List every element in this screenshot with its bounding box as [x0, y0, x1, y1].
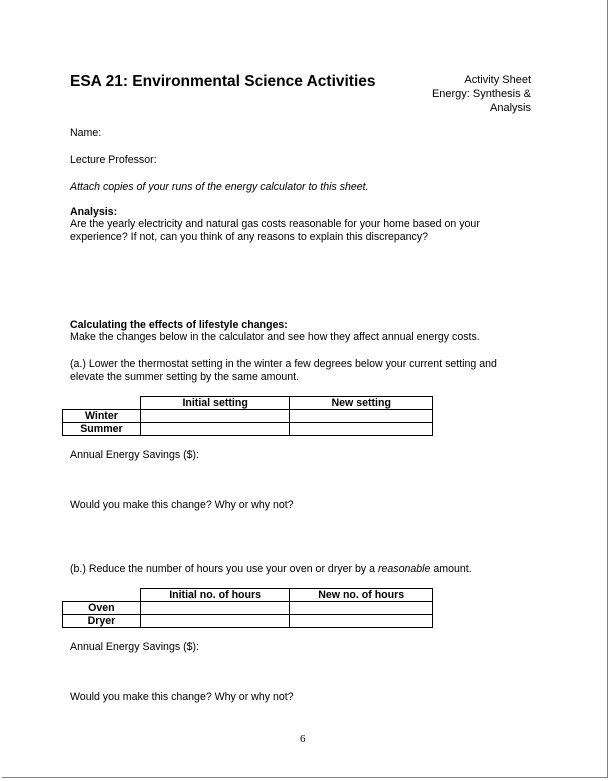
row-label: Summer — [63, 423, 141, 436]
part-b-suffix: amount. — [430, 563, 472, 575]
topic-line-1: Energy: Synthesis & — [431, 88, 531, 100]
appliance-hours-table — [62, 588, 433, 628]
name-label: Name: — [70, 127, 102, 139]
column-header: New setting — [290, 397, 433, 410]
row-label: Dryer — [63, 615, 141, 628]
page-number: 6 — [300, 733, 306, 745]
page-frame — [2, 0, 608, 778]
row-label: Winter — [63, 410, 141, 423]
document-title: ESA 21: Environmental Science Activities — [70, 73, 376, 90]
part-a-line-1: (a.) Lower the thermostat setting in the winter a few degrees below your current setting and — [70, 358, 497, 370]
table-header-row — [63, 397, 433, 410]
winter-new-cell[interactable] — [290, 410, 433, 423]
dryer-new-cell[interactable] — [290, 615, 433, 628]
table-corner — [63, 589, 141, 602]
part-b-savings-label: Annual Energy Savings ($): — [70, 641, 199, 653]
column-header: Initial setting — [140, 397, 290, 410]
part-a-line-2: elevate the summer setting by the same amount. — [70, 371, 300, 383]
topic-line-2: Analysis — [490, 102, 531, 114]
oven-initial-cell[interactable] — [140, 602, 290, 615]
oven-new-cell[interactable] — [290, 602, 433, 615]
professor-label: Lecture Professor: — [70, 154, 157, 166]
table-corner — [63, 397, 141, 410]
lifestyle-heading: Calculating the effects of lifestyle changes: — [70, 319, 288, 331]
attach-instruction: Attach copies of your runs of the energy calculator to this sheet. — [70, 181, 369, 193]
summer-new-cell[interactable] — [290, 423, 433, 436]
dryer-initial-cell[interactable] — [140, 615, 290, 628]
part-b-question: Would you make this change? Why or why not? — [70, 691, 294, 703]
table-row — [63, 423, 433, 436]
table-row — [63, 602, 433, 615]
part-a-question: Would you make this change? Why or why not? — [70, 499, 294, 511]
sheet-type: Activity Sheet — [464, 74, 531, 86]
column-header: Initial no. of hours — [140, 589, 290, 602]
row-label: Oven — [63, 602, 141, 615]
analysis-line-1: Are the yearly electricity and natural gas costs reasonable for your home based on your — [70, 218, 480, 230]
table-header-row — [63, 589, 433, 602]
analysis-line-2: experience? If not, can you think of any reasons to explain this discrepancy? — [70, 231, 429, 243]
sheet-meta — [390, 73, 531, 115]
column-header: New no. of hours — [290, 589, 433, 602]
part-b-line — [70, 563, 472, 575]
part-b-prefix: (b.) Reduce the number of hours you use your oven or dryer by a — [70, 563, 378, 575]
summer-initial-cell[interactable] — [140, 423, 290, 436]
table-row — [63, 410, 433, 423]
analysis-heading: Analysis: — [70, 206, 118, 218]
lifestyle-intro: Make the changes below in the calculator and see how they affect annual energy costs. — [70, 331, 480, 343]
table-row — [63, 615, 433, 628]
thermostat-table — [62, 396, 433, 436]
part-b-emphasis: reasonable — [377, 563, 431, 575]
winter-initial-cell[interactable] — [140, 410, 290, 423]
part-a-savings-label: Annual Energy Savings ($): — [70, 449, 199, 461]
